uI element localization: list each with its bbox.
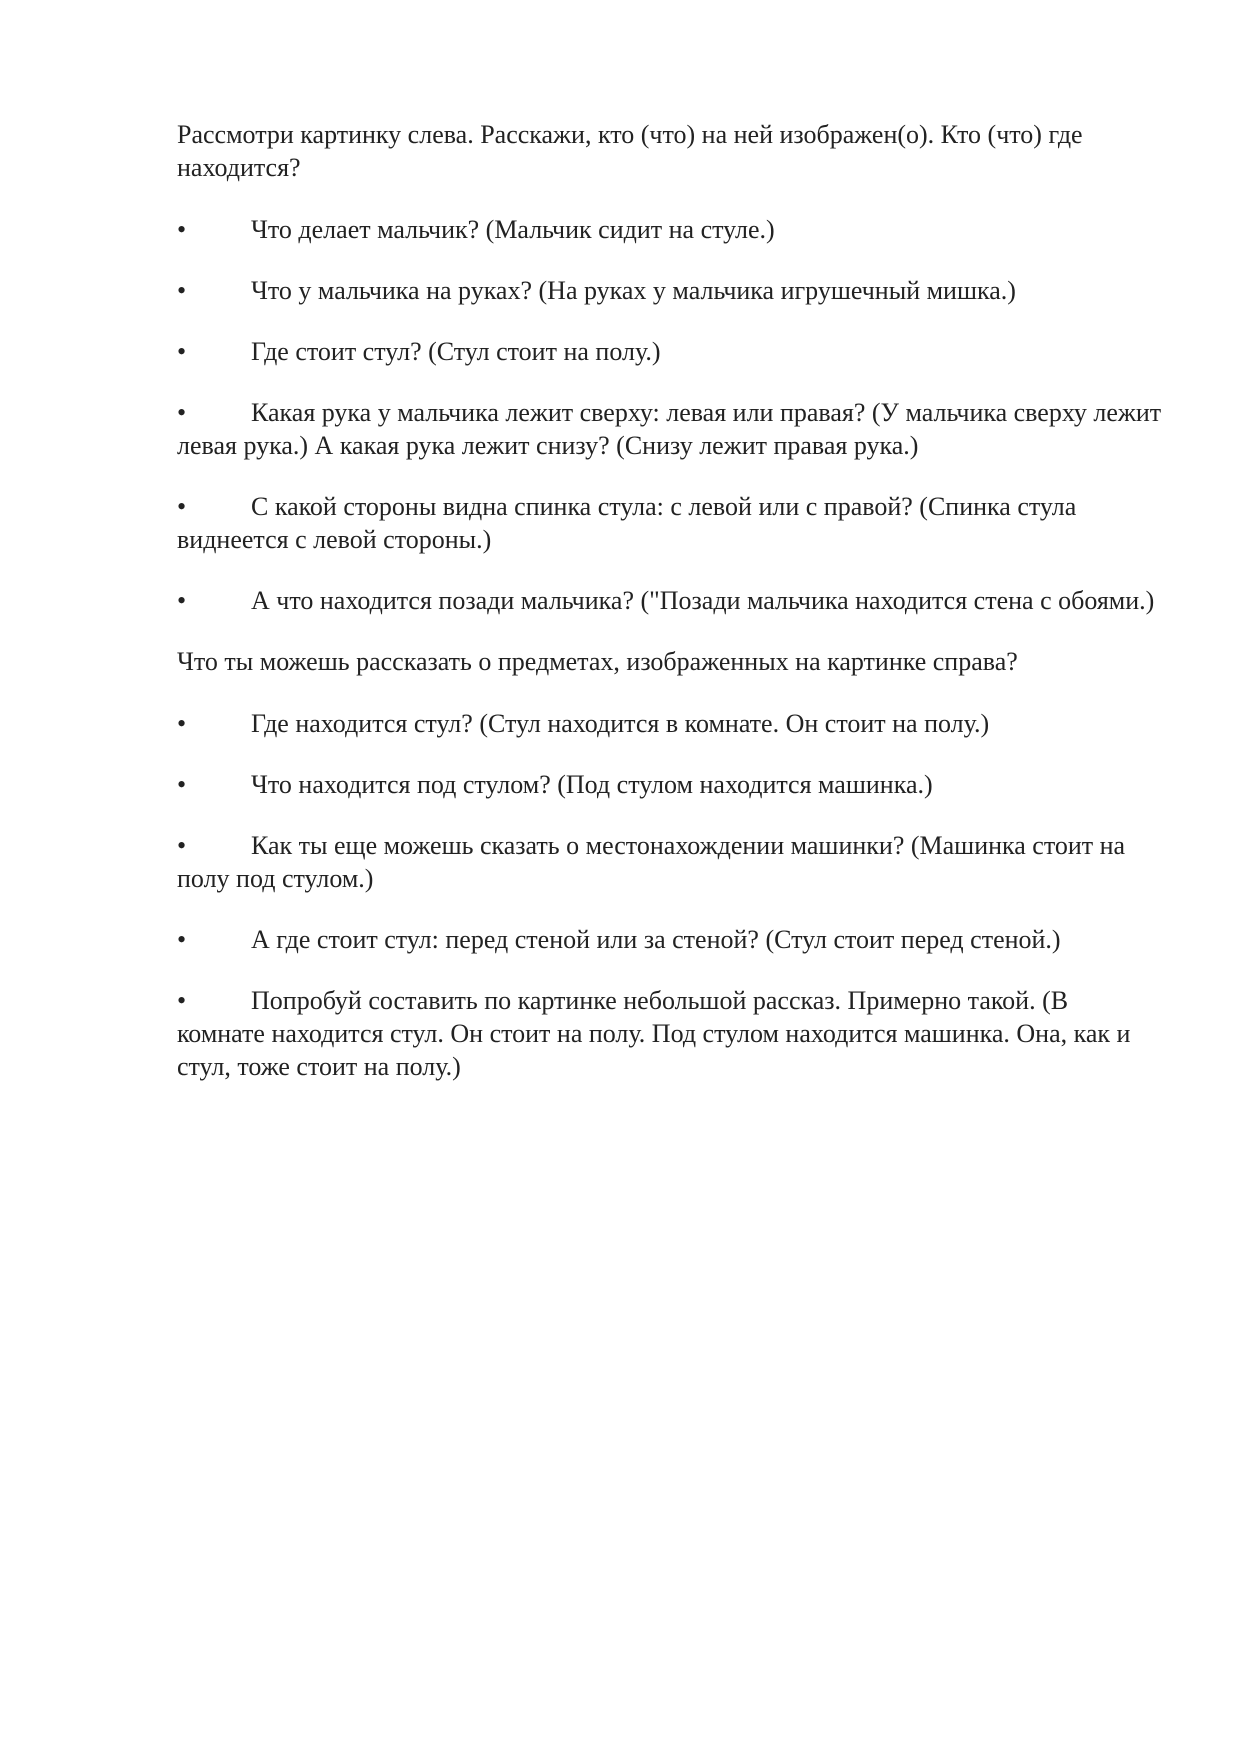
bullet-icon: • bbox=[177, 709, 187, 738]
bullet-icon: • bbox=[177, 276, 187, 305]
list-item-text: Где находится стул? (Стул находится в комнате. Он стоит на полу.) bbox=[251, 709, 990, 738]
bullet-icon: • bbox=[177, 492, 187, 521]
bullet-icon: • bbox=[177, 770, 187, 799]
list-item-text: Что у мальчика на руках? (На руках у мальчика игрушечный мишка.) bbox=[251, 276, 1016, 305]
list-item bbox=[177, 923, 1162, 956]
list-item-text: Что делает мальчик? (Мальчик сидит на стуле.) bbox=[251, 215, 775, 244]
list-item bbox=[177, 396, 1162, 462]
list-item bbox=[177, 768, 1162, 801]
bullet-icon: • bbox=[177, 925, 187, 954]
list-item-text: Как ты еще можешь сказать о местонахождении машинки? (Машинка стоит на полу под стулом.) bbox=[177, 831, 1126, 893]
bullet-icon: • bbox=[177, 337, 187, 366]
bullet-icon: • bbox=[177, 586, 187, 615]
list-item-text: А где стоит стул: перед стеной или за стеной? (Стул стоит перед стеной.) bbox=[251, 925, 1061, 954]
list-item-text: Что находится под стулом? (Под стулом находится машинка.) bbox=[251, 770, 933, 799]
bullet-icon: • bbox=[177, 215, 187, 244]
list-item-text: Где стоит стул? (Стул стоит на полу.) bbox=[251, 337, 661, 366]
list-item bbox=[177, 490, 1162, 556]
document-body bbox=[177, 118, 1162, 1111]
list-item bbox=[177, 335, 1162, 368]
bullet-icon: • bbox=[177, 398, 187, 427]
list-item-text: Попробуй составить по картинке небольшой рассказ. Примерно такой. (В комнате находится стул. Он стоит на полу. Под стулом находится машинка. Она, как и стул, тоже стоит на полу.) bbox=[177, 986, 1131, 1081]
list-item bbox=[177, 213, 1162, 246]
list-item bbox=[177, 829, 1162, 895]
list-item bbox=[177, 984, 1162, 1083]
bullet-icon: • bbox=[177, 986, 187, 1015]
list-item bbox=[177, 707, 1162, 740]
list-item-text: Какая рука у мальчика лежит сверху: левая или правая? (У мальчика сверху лежит левая рука.) А какая рука лежит снизу? (Снизу лежит правая рука.) bbox=[177, 398, 1162, 460]
list-item bbox=[177, 584, 1162, 617]
bullet-icon: • bbox=[177, 831, 187, 860]
list-item-text: С какой стороны видна спинка стула: с левой или с правой? (Спинка стула виднеется с левой стороны.) bbox=[177, 492, 1077, 554]
section1-intro: Рассмотри картинку слева. Расскажи, кто (что) на ней изображен(о). Кто (что) где находится? bbox=[177, 120, 1083, 182]
list-item bbox=[177, 274, 1162, 307]
section2-intro: Что ты можешь рассказать о предметах, изображенных на картинке справа? bbox=[177, 647, 1018, 676]
list-item-text: А что находится позади мальчика? ("Позади мальчика находится стена с обоями.) bbox=[251, 586, 1155, 615]
